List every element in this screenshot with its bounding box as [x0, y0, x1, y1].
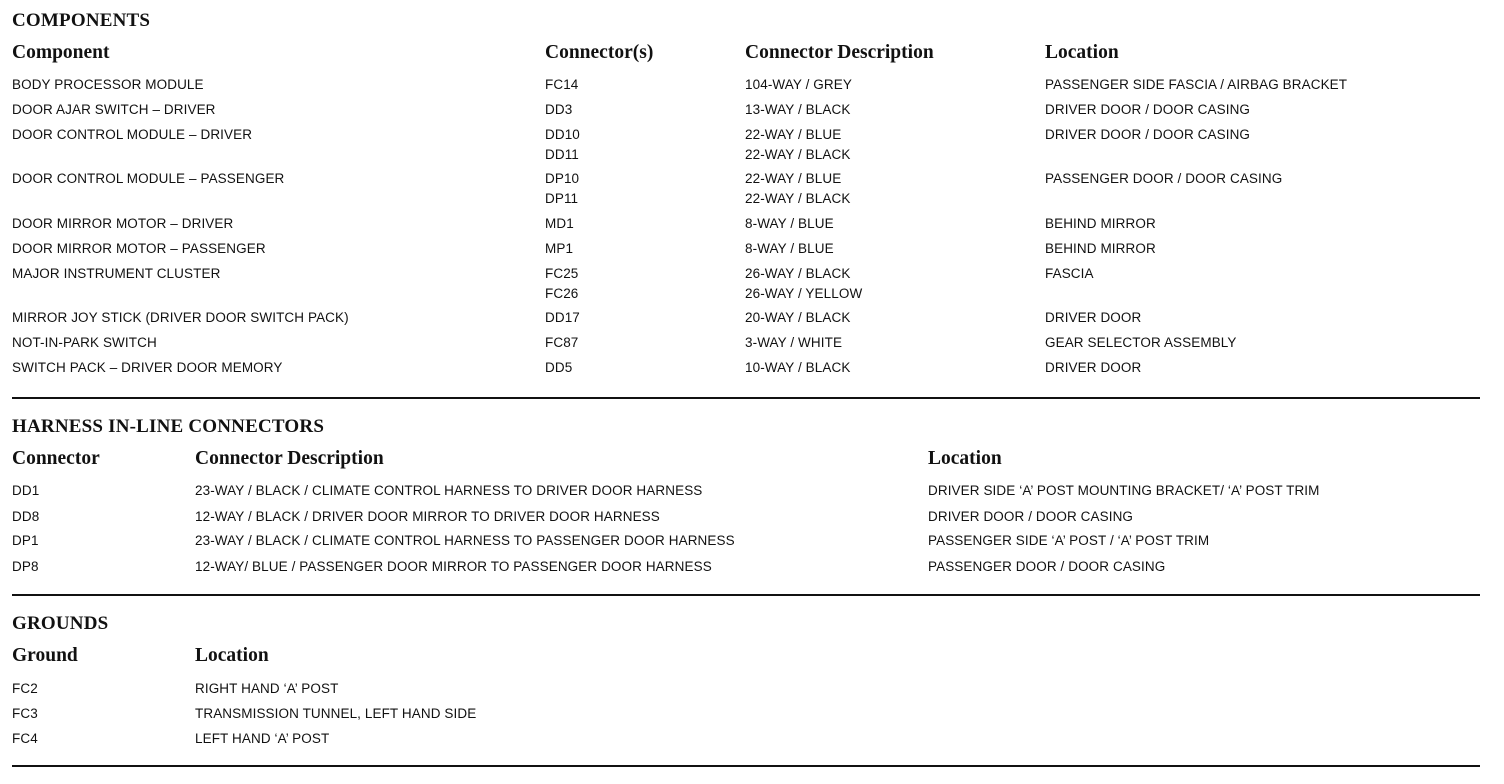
harness-header-connector: Connector	[12, 448, 100, 469]
component-location: BEHIND MIRROR	[1045, 241, 1156, 256]
harness-section-title: HARNESS IN-LINE CONNECTORS	[12, 416, 325, 437]
component-connector: FC14	[545, 77, 579, 92]
component-location: FASCIA	[1045, 266, 1094, 281]
harness-description: 12-WAY / BLACK / DRIVER DOOR MIRROR TO DRIVER DOOR HARNESS	[195, 509, 660, 524]
ground-id: FC4	[12, 731, 38, 746]
component-location: DRIVER DOOR	[1045, 310, 1142, 325]
components-header-connectors: Connector(s)	[545, 42, 654, 63]
components-header-component: Component	[12, 42, 110, 63]
component-connector: DP11	[545, 191, 579, 206]
ground-location: RIGHT HAND ‘A’ POST	[195, 681, 339, 696]
component-connector-description: 3-WAY / WHITE	[745, 335, 843, 350]
harness-location: DRIVER DOOR / DOOR CASING	[928, 509, 1134, 524]
component-name: BODY PROCESSOR MODULE	[12, 77, 204, 92]
harness-connector: DD8	[12, 509, 40, 524]
harness-header-location: Location	[928, 448, 1002, 469]
component-connector: MD1	[545, 216, 574, 231]
component-connector: DD17	[545, 310, 580, 325]
harness-location: PASSENGER SIDE ‘A’ POST / ‘A’ POST TRIM	[928, 533, 1210, 548]
component-location: PASSENGER DOOR / DOOR CASING	[1045, 171, 1283, 186]
component-connector-description: 26-WAY / BLACK	[745, 266, 851, 281]
grounds-header-ground: Ground	[12, 645, 78, 666]
harness-description: 12-WAY/ BLUE / PASSENGER DOOR MIRROR TO PASSENGER DOOR HARNESS	[195, 559, 712, 574]
ground-id: FC2	[12, 681, 38, 696]
component-connector: FC87	[545, 335, 579, 350]
component-location: DRIVER DOOR / DOOR CASING	[1045, 127, 1251, 142]
harness-location: PASSENGER DOOR / DOOR CASING	[928, 559, 1166, 574]
grounds-section-title: GROUNDS	[12, 613, 109, 634]
components-header-description: Connector Description	[745, 42, 934, 63]
component-name: SWITCH PACK – DRIVER DOOR MEMORY	[12, 360, 283, 375]
harness-connector: DP1	[12, 533, 39, 548]
harness-location: DRIVER SIDE ‘A’ POST MOUNTING BRACKET/ ‘A’ POST TRIM	[928, 483, 1320, 498]
component-name: DOOR CONTROL MODULE – PASSENGER	[12, 171, 285, 186]
component-connector-description: 22-WAY / BLACK	[745, 147, 851, 162]
harness-description: 23-WAY / BLACK / CLIMATE CONTROL HARNESS TO PASSENGER DOOR HARNESS	[195, 533, 735, 548]
component-connector: DD11	[545, 147, 579, 162]
harness-connector: DP8	[12, 559, 39, 574]
ground-location: LEFT HAND ‘A’ POST	[195, 731, 330, 746]
component-connector-description: 22-WAY / BLUE	[745, 171, 842, 186]
harness-connector: DD1	[12, 483, 40, 498]
component-name: MAJOR INSTRUMENT CLUSTER	[12, 266, 221, 281]
component-location: DRIVER DOOR / DOOR CASING	[1045, 102, 1251, 117]
ground-location: TRANSMISSION TUNNEL, LEFT HAND SIDE	[195, 706, 477, 721]
component-location: DRIVER DOOR	[1045, 360, 1142, 375]
harness-description: 23-WAY / BLACK / CLIMATE CONTROL HARNESS TO DRIVER DOOR HARNESS	[195, 483, 703, 498]
component-connector: DD5	[545, 360, 573, 375]
component-connector: FC26	[545, 286, 579, 301]
section-divider	[12, 397, 1480, 399]
component-connector: DD10	[545, 127, 580, 142]
component-name: DOOR MIRROR MOTOR – PASSENGER	[12, 241, 266, 256]
component-connector: MP1	[545, 241, 574, 256]
components-header-location: Location	[1045, 42, 1119, 63]
component-location: GEAR SELECTOR ASSEMBLY	[1045, 335, 1237, 350]
section-divider	[12, 765, 1480, 767]
component-connector-description: 8-WAY / BLUE	[745, 241, 834, 256]
component-connector-description: 8-WAY / BLUE	[745, 216, 834, 231]
component-name: MIRROR JOY STICK (DRIVER DOOR SWITCH PACK)	[12, 310, 349, 325]
ground-id: FC3	[12, 706, 38, 721]
components-section-title: COMPONENTS	[12, 10, 151, 31]
component-location: BEHIND MIRROR	[1045, 216, 1156, 231]
component-name: DOOR AJAR SWITCH – DRIVER	[12, 102, 216, 117]
component-name: DOOR CONTROL MODULE – DRIVER	[12, 127, 253, 142]
component-connector-description: 22-WAY / BLACK	[745, 191, 851, 206]
component-connector-description: 13-WAY / BLACK	[745, 102, 851, 117]
component-name: DOOR MIRROR MOTOR – DRIVER	[12, 216, 234, 231]
component-connector-description: 22-WAY / BLUE	[745, 127, 842, 142]
component-location: PASSENGER SIDE FASCIA / AIRBAG BRACKET	[1045, 77, 1348, 92]
component-name: NOT-IN-PARK SWITCH	[12, 335, 157, 350]
component-connector: DD3	[545, 102, 573, 117]
component-connector-description: 10-WAY / BLACK	[745, 360, 851, 375]
harness-header-description: Connector Description	[195, 448, 384, 469]
component-connector-description: 104-WAY / GREY	[745, 77, 852, 92]
component-connector: FC25	[545, 266, 579, 281]
section-divider	[12, 594, 1480, 596]
component-connector: DP10	[545, 171, 580, 186]
component-connector-description: 26-WAY / YELLOW	[745, 286, 863, 301]
grounds-header-location: Location	[195, 645, 269, 666]
component-connector-description: 20-WAY / BLACK	[745, 310, 851, 325]
